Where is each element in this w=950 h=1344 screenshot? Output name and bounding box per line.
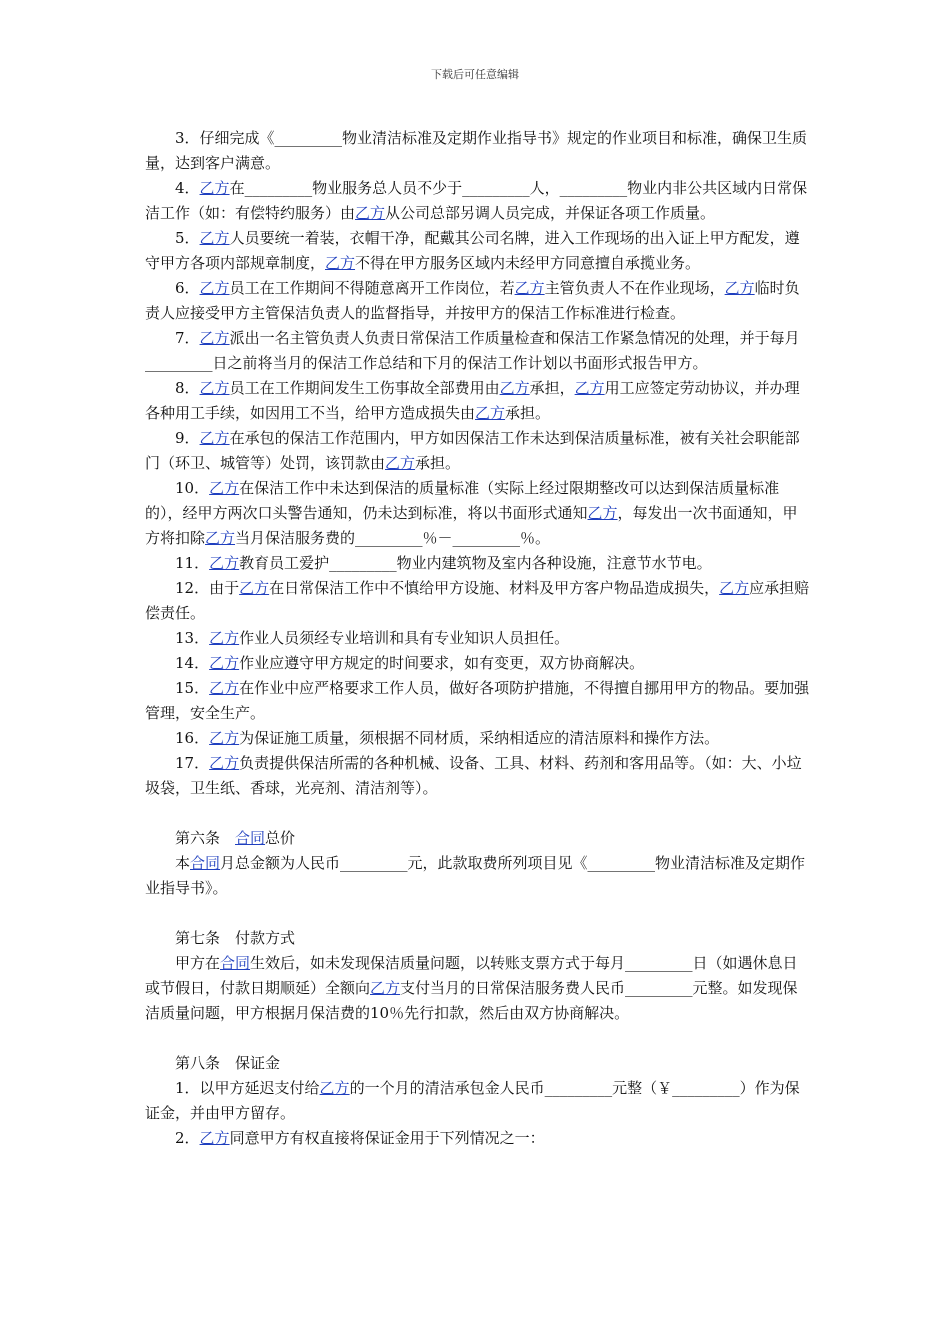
- paragraph-text: 10．: [175, 479, 210, 497]
- paragraph-text: 8．: [175, 379, 200, 397]
- paragraph-text: 同意甲方有权直接将保证金用于下列情况之一：: [229, 1129, 545, 1147]
- term-link[interactable]: 乙方: [355, 204, 386, 222]
- paragraph: [145, 276, 810, 326]
- term-link[interactable]: 乙方: [199, 1129, 230, 1147]
- paragraph-text: 第七条 付款方式: [175, 929, 296, 947]
- term-link[interactable]: 乙方: [199, 429, 230, 447]
- paragraph-text: 第八条 保证金: [175, 1054, 281, 1072]
- paragraph-text: 4．: [175, 179, 200, 197]
- paragraph-text: 作业人员须经专业培训和具有专业知识人员担任。: [239, 629, 570, 647]
- term-link[interactable]: 乙方: [724, 279, 755, 297]
- paragraph: [145, 626, 810, 651]
- paragraph-text: 2．: [175, 1129, 200, 1147]
- term-link[interactable]: 乙方: [209, 654, 240, 672]
- paragraph-text: 作业应遵守甲方规定的时间要求，如有变更，双方协商解决。: [239, 654, 645, 672]
- section-heading: [145, 826, 810, 851]
- paragraph-text: 在_________物业服务总人员不少于_________人，_________物业内非公共区域内日常保洁工作（如：有偿特约服务）由: [145, 179, 808, 222]
- paragraph-text: 的一个月的清洁承包金人民币_________元整（￥_________）作为保证金，并由甲方留存。: [145, 1079, 800, 1122]
- paragraph-text: 支付当月的日常保洁服务费人民币_________元整。如发现保洁质量问题，甲方根据月保洁费的10％先行扣款，然后由双方协商解决。: [145, 979, 798, 1022]
- term-link[interactable]: 乙方: [209, 679, 240, 697]
- term-link[interactable]: 乙方: [370, 979, 401, 997]
- paragraph: [145, 326, 810, 376]
- paragraph-text: 不得在甲方服务区域内未经甲方同意擅自承揽业务。: [355, 254, 701, 272]
- term-link[interactable]: 乙方: [209, 729, 240, 747]
- paragraph-text: 12．由于: [175, 579, 240, 597]
- term-link[interactable]: 乙方: [199, 279, 230, 297]
- paragraph-text: ，每发出一次书面通知，甲方将扣除: [145, 504, 798, 547]
- term-link[interactable]: 乙方: [199, 179, 230, 197]
- paragraph-text: 9．: [175, 429, 200, 447]
- paragraph: [145, 951, 810, 1026]
- paragraph-text: 第六条: [175, 829, 236, 847]
- term-link[interactable]: 乙方: [205, 529, 236, 547]
- paragraph-text: 承担。: [415, 454, 461, 472]
- paragraph-text: 11．: [175, 554, 210, 572]
- paragraph-text: 总价: [265, 829, 296, 847]
- term-link[interactable]: 乙方: [209, 629, 240, 647]
- term-link[interactable]: 乙方: [209, 754, 240, 772]
- term-link[interactable]: 乙方: [499, 379, 530, 397]
- term-link[interactable]: 乙方: [514, 279, 545, 297]
- term-link[interactable]: 合同: [220, 954, 251, 972]
- paragraph-text: 在承包的保洁工作范围内，甲方如因保洁工作未达到保洁质量标准，被有关社会职能部门（环卫、城管等）处罚，该罚款由: [145, 429, 800, 472]
- paragraph: [145, 676, 810, 726]
- paragraph-text: 在作业中应严格要求工作人员，做好各项防护措施，不得擅自挪用甲方的物品。要加强管理，安全生产。: [145, 679, 810, 722]
- paragraph-text: 6．: [175, 279, 200, 297]
- paragraph-text: 甲方在: [175, 954, 221, 972]
- term-link[interactable]: 乙方: [475, 404, 506, 422]
- paragraph-text: 人员要统一着装，衣帽干净，配戴其公司名牌，进入工作现场的出入证上甲方配发，遵守甲方各项内部规章制度，: [145, 229, 800, 272]
- term-link[interactable]: 乙方: [199, 229, 230, 247]
- paragraph-text: 承担。: [505, 404, 551, 422]
- paragraph-text: 5．: [175, 229, 200, 247]
- paragraph-text: 员工在工作期间不得随意离开工作岗位，若: [229, 279, 515, 297]
- paragraph: [145, 751, 810, 801]
- paragraph: [145, 1076, 810, 1126]
- paragraph: [145, 376, 810, 426]
- section-heading: [145, 926, 810, 951]
- paragraph: [145, 226, 810, 276]
- paragraph: [145, 576, 810, 626]
- paragraph: [145, 726, 810, 751]
- paragraph-text: 14．: [175, 654, 210, 672]
- paragraph-text: 7．: [175, 329, 200, 347]
- paragraph-text: 从公司总部另调人员完成，并保证各项工作质量。: [385, 204, 716, 222]
- term-link[interactable]: 乙方: [209, 479, 240, 497]
- document-body: [145, 126, 810, 1151]
- term-link[interactable]: 乙方: [325, 254, 356, 272]
- term-link[interactable]: 乙方: [199, 379, 230, 397]
- paragraph-text: 在保洁工作中未达到保洁的质量标准（实际上经过限期整改可以达到保洁质量标准的），经甲方两次口头警告通知，仍未达到标准，将以书面形式通知: [145, 479, 780, 522]
- paragraph-text: 本: [175, 854, 191, 872]
- paragraph-text: 当月保洁服务费的_________％－_________％。: [235, 529, 551, 547]
- paragraph-text: 应承担赔偿责任。: [145, 579, 810, 622]
- paragraph-text: 教育员工爱护_________物业内建筑物及室内各种设施，注意节水节电。: [239, 554, 712, 572]
- term-link[interactable]: 乙方: [199, 329, 230, 347]
- paragraph-text: 在日常保洁工作中不慎给甲方设施、材料及甲方客户物品造成损失，: [269, 579, 720, 597]
- paragraph-text: 负责提供保洁所需的各种机械、设备、工具、材料、药剂和客用品等。（如：大、小垃圾袋，卫生纸、香球，光亮剂、清洁剂等）。: [145, 754, 802, 797]
- paragraph-text: 临时负责人应接受甲方主管保洁负责人的监督指导，并按甲方的保洁工作标准进行检查。: [145, 279, 800, 322]
- paragraph: [145, 851, 810, 901]
- term-link[interactable]: 乙方: [209, 554, 240, 572]
- term-link[interactable]: 合同: [190, 854, 221, 872]
- section-heading: [145, 1051, 810, 1076]
- paragraph-text: 为保证施工质量，须根据不同材质，采纳相适应的清洁原料和操作方法。: [239, 729, 720, 747]
- paragraph-text: 主管负责人不在作业现场，: [544, 279, 725, 297]
- paragraph: [145, 651, 810, 676]
- term-link[interactable]: 乙方: [587, 504, 618, 522]
- paragraph-text: 1．以甲方延迟支付给: [175, 1079, 320, 1097]
- paragraph-text: 17．: [175, 754, 210, 772]
- paragraph-text: 派出一名主管负责人负责日常保洁工作质量检查和保洁工作紧急情况的处理，并于每月_________日之前将当月的保洁工作总结和下月的保洁工作计划以书面形式报告甲方。: [145, 329, 800, 372]
- paragraph-text: 员工在工作期间发生工伤事故全部费用由: [229, 379, 500, 397]
- paragraph-text: 月总金额为人民币_________元，此款取费所列项目见《_________物业清洁标准及定期作业指导书》。: [145, 854, 806, 897]
- paragraph-text: 承担，: [529, 379, 575, 397]
- term-link[interactable]: 乙方: [319, 1079, 350, 1097]
- paragraph: [145, 1126, 810, 1151]
- paragraph: [145, 476, 810, 551]
- paragraph: [145, 426, 810, 476]
- term-link[interactable]: 乙方: [574, 379, 605, 397]
- paragraph-text: 16．: [175, 729, 210, 747]
- page-header: 下载后可任意编辑: [431, 68, 519, 81]
- paragraph-text: 用工应签定劳动协议，并办理各种用工手续，如因用工不当，给甲方造成损失由: [145, 379, 800, 422]
- term-link[interactable]: 合同: [235, 829, 266, 847]
- paragraph-text: 生效后，如未发现保洁质量问题，以转账支票方式于每月_________日（如遇休息日或节假日，付款日期顺延）全额向: [145, 954, 798, 997]
- paragraph: [145, 551, 810, 576]
- paragraph: [145, 176, 810, 226]
- paragraph-text: 13．: [175, 629, 210, 647]
- term-link[interactable]: 乙方: [719, 579, 750, 597]
- paragraph-text: 15．: [175, 679, 210, 697]
- term-link[interactable]: 乙方: [239, 579, 270, 597]
- term-link[interactable]: 乙方: [385, 454, 416, 472]
- paragraph-text: 3．仔细完成《_________物业清洁标准及定期作业指导书》规定的作业项目和标准，确保卫生质量，达到客户满意。: [145, 129, 808, 172]
- paragraph: [145, 126, 810, 176]
